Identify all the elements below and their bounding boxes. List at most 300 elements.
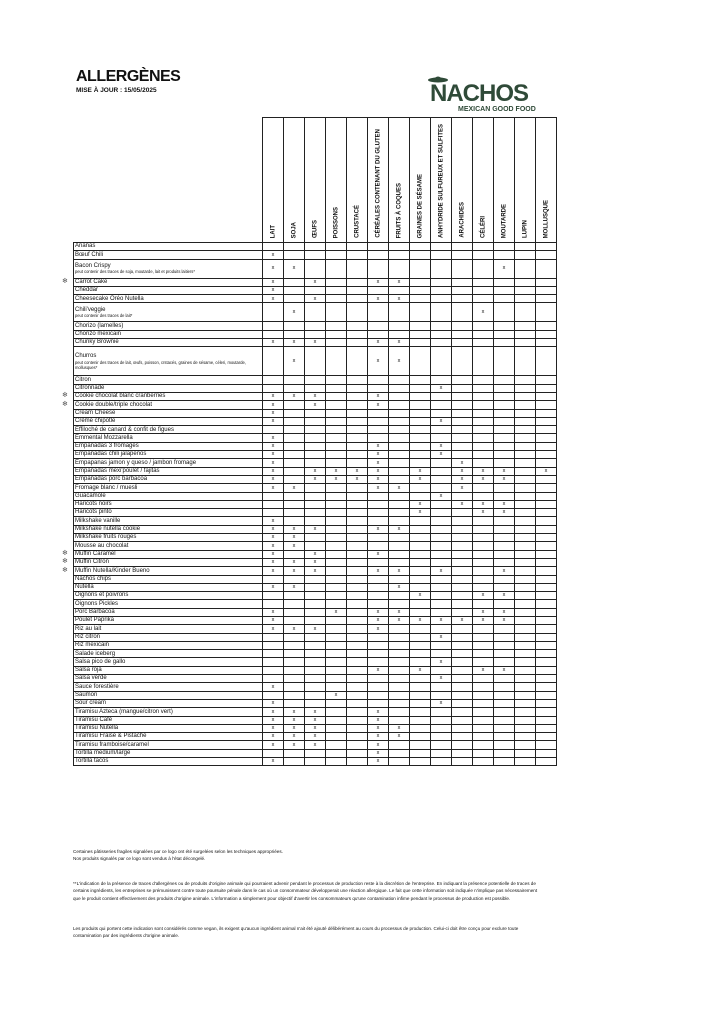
allergen-cell: [473, 625, 494, 633]
allergen-cell: [494, 708, 515, 716]
allergen-cell: [452, 567, 473, 575]
allergen-cell: [515, 417, 536, 425]
allergen-cell: x: [347, 467, 368, 475]
product-name: [74, 525, 263, 533]
allergen-cell: [389, 376, 410, 384]
product-name: [74, 749, 263, 757]
allergen-cell: [410, 600, 431, 608]
product-label: Churros: [75, 353, 97, 360]
allergen-cell: [431, 392, 452, 400]
allergen-cell: [368, 517, 389, 525]
allergen-cell: [389, 658, 410, 666]
allergen-cell: [368, 259, 389, 278]
allergen-cell: [305, 675, 326, 683]
allergen-cell: x: [473, 303, 494, 322]
allergen-cell: [347, 592, 368, 600]
product-name: [74, 583, 263, 591]
page-title: ALLERGÈNES: [76, 68, 181, 85]
allergen-cell: [536, 376, 557, 384]
product-name: [74, 699, 263, 707]
allergen-cell: x: [263, 417, 284, 425]
allergen-cell: [536, 401, 557, 409]
allergen-cell: [263, 666, 284, 674]
allergen-cell: [536, 243, 557, 251]
column-header-label: GRAINES DE SÉSAME: [417, 173, 424, 238]
table-row: [74, 347, 557, 376]
allergen-cell: [431, 509, 452, 517]
allergen-cell: [410, 339, 431, 347]
column-header: [515, 118, 536, 243]
allergen-cell: [347, 303, 368, 322]
product-name: [74, 259, 263, 278]
product-name: [74, 475, 263, 483]
allergen-cell: x: [431, 633, 452, 641]
allergen-cell: [515, 699, 536, 707]
table-row: [74, 741, 557, 749]
allergen-cell: x: [389, 278, 410, 286]
allergen-cell: [347, 558, 368, 566]
table-row: [74, 641, 557, 649]
allergen-cell: x: [410, 467, 431, 475]
allergen-cell: [410, 567, 431, 575]
allergen-cell: [515, 492, 536, 500]
allergen-cell: [452, 509, 473, 517]
allergen-cell: x: [368, 724, 389, 732]
allergen-cell: [347, 347, 368, 376]
allergen-cell: [473, 699, 494, 707]
allergen-cell: x: [368, 666, 389, 674]
allergen-cell: [326, 600, 347, 608]
allergen-cell: x: [536, 467, 557, 475]
table-row: [74, 534, 557, 542]
allergen-cell: [536, 641, 557, 649]
allergen-cell: [284, 608, 305, 616]
allergen-cell: [305, 691, 326, 699]
product-name: [74, 600, 263, 608]
product-name: [74, 741, 263, 749]
table-row: [74, 492, 557, 500]
allergen-cell: [536, 699, 557, 707]
allergen-cell: [410, 442, 431, 450]
column-header: [389, 118, 410, 243]
allergen-cell: [326, 583, 347, 591]
product-label: Empanadas chili jalapenos: [75, 451, 147, 458]
allergen-cell: [431, 330, 452, 338]
allergen-cell: [389, 251, 410, 259]
allergen-cell: [347, 392, 368, 400]
allergen-cell: [284, 426, 305, 434]
allergen-cell: x: [368, 608, 389, 616]
allergen-cell: [284, 683, 305, 691]
allergen-cell: [452, 392, 473, 400]
allergen-cell: x: [368, 451, 389, 459]
allergen-cell: [410, 384, 431, 392]
allergen-cell: [536, 434, 557, 442]
product-label: Effiloché de canard & confit de figues: [75, 426, 174, 433]
allergen-cell: [389, 699, 410, 707]
allergen-cell: [284, 641, 305, 649]
allergen-cell: [389, 259, 410, 278]
allergen-cell: [515, 286, 536, 294]
allergen-cell: [326, 500, 347, 508]
allergen-cell: [536, 683, 557, 691]
allergen-cell: [305, 749, 326, 757]
table-row: [74, 409, 557, 417]
allergen-cell: [494, 625, 515, 633]
product-label: Guacamole: [75, 492, 106, 499]
allergen-cell: [410, 330, 431, 338]
allergen-cell: [389, 758, 410, 766]
column-header-label: MOUTARDE: [501, 203, 508, 238]
allergen-cell: x: [389, 484, 410, 492]
allergen-cell: x: [263, 295, 284, 303]
product-name: [62, 558, 263, 566]
allergen-cell: [494, 384, 515, 392]
allergen-cell: [284, 251, 305, 259]
allergen-cell: [284, 295, 305, 303]
allergen-cell: [326, 330, 347, 338]
allergen-cell: [515, 243, 536, 251]
allergen-cell: x: [305, 567, 326, 575]
allergen-cell: [347, 666, 368, 674]
allergen-cell: [389, 534, 410, 542]
allergen-cell: x: [368, 616, 389, 624]
allergen-cell: [494, 641, 515, 649]
allergen-cell: [536, 322, 557, 330]
allergen-cell: [452, 442, 473, 450]
snowflake-icon: ❄: [62, 549, 68, 557]
allergen-cell: [452, 708, 473, 716]
allergen-cell: [368, 691, 389, 699]
allergen-cell: x: [263, 567, 284, 575]
allergen-cell: [326, 658, 347, 666]
allergen-cell: [326, 558, 347, 566]
product-label: Salsa roja: [75, 667, 102, 674]
allergen-cell: [263, 600, 284, 608]
allergen-cell: x: [263, 550, 284, 558]
allergen-cell: [452, 641, 473, 649]
allergen-cell: [452, 558, 473, 566]
allergen-cell: [431, 347, 452, 376]
allergen-cell: [473, 534, 494, 542]
product-label: Empanadas mexi'poulet / fajitas: [75, 467, 160, 474]
column-header: [263, 118, 284, 243]
allergen-cell: [494, 417, 515, 425]
allergen-cell: [410, 417, 431, 425]
allergen-cell: [389, 322, 410, 330]
product-name: [74, 733, 263, 741]
product-label: Nutella: [75, 584, 94, 591]
allergen-cell: [515, 575, 536, 583]
allergen-cell: x: [347, 475, 368, 483]
allergen-cell: [473, 558, 494, 566]
allergen-cell: [410, 658, 431, 666]
allergen-cell: [515, 658, 536, 666]
column-header: [305, 118, 326, 243]
column-header: [284, 118, 305, 243]
allergen-cell: [452, 666, 473, 674]
allergen-cell: [368, 243, 389, 251]
allergen-cell: x: [305, 295, 326, 303]
product-label: Oignons et poivrons: [75, 592, 129, 599]
product-note: peut contenir des traces de lait*: [75, 313, 133, 319]
allergen-cell: x: [263, 758, 284, 766]
allergen-cell: [452, 295, 473, 303]
allergen-cell: x: [284, 534, 305, 542]
allergen-cell: [515, 633, 536, 641]
allergen-cell: [347, 251, 368, 259]
table-row: [74, 658, 557, 666]
allergen-cell: [389, 467, 410, 475]
product-name: [74, 295, 263, 303]
allergen-cell: x: [305, 401, 326, 409]
allergen-cell: x: [368, 278, 389, 286]
column-header: [536, 118, 557, 243]
column-header-label: LAIT: [270, 224, 277, 238]
allergen-cell: [326, 683, 347, 691]
allergen-cell: [494, 434, 515, 442]
allergen-cell: x: [452, 484, 473, 492]
allergen-cell: x: [263, 401, 284, 409]
allergen-cell: x: [284, 259, 305, 278]
allergen-cell: [389, 243, 410, 251]
allergen-cell: [389, 633, 410, 641]
allergen-cell: [494, 442, 515, 450]
allergen-cell: [389, 749, 410, 757]
allergen-cell: x: [389, 583, 410, 591]
allergen-cell: [347, 600, 368, 608]
allergen-cell: x: [368, 567, 389, 575]
allergen-cell: [410, 401, 431, 409]
allergen-cell: x: [368, 625, 389, 633]
allergen-cell: [515, 442, 536, 450]
allergen-cell: [284, 417, 305, 425]
allergen-cell: [347, 749, 368, 757]
allergen-cell: [494, 251, 515, 259]
table-row: [74, 426, 557, 434]
table-row: [74, 434, 557, 442]
allergen-cell: [515, 509, 536, 517]
allergen-cell: [326, 550, 347, 558]
allergen-cell: [473, 749, 494, 757]
allergen-cell: [473, 641, 494, 649]
allergen-cell: [431, 724, 452, 732]
product-name: [74, 243, 263, 251]
allergen-cell: [368, 592, 389, 600]
table-row: [74, 724, 557, 732]
allergen-cell: [536, 259, 557, 278]
allergen-cell: x: [452, 459, 473, 467]
allergen-cell: [263, 347, 284, 376]
allergen-cell: [536, 550, 557, 558]
product-label: Empanadas 3 fromages: [75, 443, 139, 450]
allergen-cell: [326, 426, 347, 434]
allergen-table: [62, 117, 557, 766]
allergen-cell: x: [389, 733, 410, 741]
allergen-cell: [347, 295, 368, 303]
allergen-cell: [368, 699, 389, 707]
allergen-cell: [536, 417, 557, 425]
allergen-cell: [263, 592, 284, 600]
allergen-cell: [473, 417, 494, 425]
allergen-cell: [431, 708, 452, 716]
allergen-cell: [284, 616, 305, 624]
allergen-cell: [515, 347, 536, 376]
allergen-cell: x: [263, 339, 284, 347]
allergen-cell: [515, 500, 536, 508]
allergen-cell: [515, 525, 536, 533]
allergen-cell: [326, 384, 347, 392]
product-name: [74, 517, 263, 525]
product-label: Bœuf Chili: [75, 251, 104, 258]
table-row: [74, 384, 557, 392]
allergen-cell: [389, 592, 410, 600]
product-name: [74, 347, 263, 376]
allergen-cell: x: [431, 675, 452, 683]
allergen-cell: [326, 625, 347, 633]
product-name: [74, 509, 263, 517]
allergen-cell: [347, 459, 368, 467]
allergen-cell: [494, 691, 515, 699]
frozen-note-2: Nos produits signalés par ce logo sont vendus à l'état décongelé.: [73, 856, 206, 861]
allergen-cell: [494, 733, 515, 741]
allergen-cell: x: [305, 733, 326, 741]
allergen-cell: [389, 509, 410, 517]
product-label: Emmental Mozzarella: [75, 434, 133, 441]
allergen-cell: [389, 286, 410, 294]
allergen-cell: [431, 426, 452, 434]
allergen-cell: x: [431, 417, 452, 425]
allergen-cell: [452, 633, 473, 641]
product-label: Tiramisu Nutella: [75, 725, 119, 732]
allergen-cell: [515, 409, 536, 417]
allergen-cell: [431, 542, 452, 550]
allergen-cell: [347, 641, 368, 649]
allergen-cell: [431, 575, 452, 583]
allergen-cell: [494, 243, 515, 251]
allergen-cell: [515, 278, 536, 286]
allergen-cell: x: [389, 724, 410, 732]
allergen-cell: [326, 708, 347, 716]
allergen-cell: [473, 376, 494, 384]
product-name: [74, 616, 263, 624]
allergen-cell: [326, 434, 347, 442]
product-name: [62, 277, 263, 286]
allergen-cell: [326, 347, 347, 376]
allergen-cell: [263, 500, 284, 508]
product-label: Cheesecake Oréo Nutella: [75, 295, 144, 302]
allergen-cell: [326, 484, 347, 492]
allergen-cell: [473, 650, 494, 658]
allergen-cell: [410, 426, 431, 434]
allergen-cell: [536, 625, 557, 633]
allergen-cell: [515, 376, 536, 384]
column-header: [326, 118, 347, 243]
vegan-note-text: Les produits qui portent cette indication sont considérés comme vegan, ils exigent qu'aucun ingrédient animal n'ait été ajouté délibérément au cours du processus de production. Celui-ci doit être conçu pour exclure toute contamination par des ingrédients d'origine animale.: [73, 926, 519, 939]
allergen-cell: [431, 376, 452, 384]
allergen-cell: [431, 608, 452, 616]
product-name: [74, 417, 263, 425]
allergen-cell: [263, 426, 284, 434]
allergen-cell: x: [389, 347, 410, 376]
product-label: Chorizo mexicain: [75, 331, 122, 338]
allergen-cell: [326, 392, 347, 400]
allergen-cell: [494, 741, 515, 749]
product-label: Tortilla medium/large: [75, 750, 131, 757]
allergen-cell: [326, 542, 347, 550]
allergen-cell: [494, 459, 515, 467]
allergen-cell: [536, 708, 557, 716]
allergen-cell: [473, 517, 494, 525]
allergen-cell: [305, 484, 326, 492]
allergen-cell: [473, 347, 494, 376]
allergen-cell: [284, 322, 305, 330]
allergen-cell: [410, 542, 431, 550]
allergen-cell: x: [410, 475, 431, 483]
allergen-cell: [305, 583, 326, 591]
allergen-cell: [410, 633, 431, 641]
allergen-cell: [389, 384, 410, 392]
allergen-cell: [515, 558, 536, 566]
allergen-cell: [452, 550, 473, 558]
allergen-cell: [326, 251, 347, 259]
allergen-cell: [347, 434, 368, 442]
allergen-cell: [410, 295, 431, 303]
allergen-cell: [473, 392, 494, 400]
allergen-cell: [515, 650, 536, 658]
allergen-cell: [452, 733, 473, 741]
allergen-cell: [284, 459, 305, 467]
allergen-cell: x: [263, 724, 284, 732]
allergen-cell: [410, 650, 431, 658]
frozen-note-1: Certaines pâtisseries fragiles signalées par ce logo ont été surgelées selon les techniques appropriées.: [73, 849, 283, 854]
allergen-cell: x: [263, 542, 284, 550]
allergen-cell: x: [305, 339, 326, 347]
allergen-cell: [536, 426, 557, 434]
allergen-cell: [305, 417, 326, 425]
allergen-cell: [515, 592, 536, 600]
allergen-cell: [536, 658, 557, 666]
allergen-cell: [473, 567, 494, 575]
allergen-cell: [347, 550, 368, 558]
allergen-cell: [326, 401, 347, 409]
column-header-label: ANHYDRIDE SULFUREUX ET SULFITES: [438, 123, 445, 238]
allergen-cell: [368, 658, 389, 666]
allergen-cell: [536, 691, 557, 699]
allergen-cell: [431, 749, 452, 757]
allergen-cell: x: [473, 509, 494, 517]
product-name: [74, 675, 263, 683]
column-header-label: FRUITS À COQUES: [396, 182, 403, 238]
allergen-cell: [452, 330, 473, 338]
allergen-cell: x: [326, 608, 347, 616]
allergen-cell: x: [368, 741, 389, 749]
table-row: [74, 558, 557, 566]
allergen-cell: [326, 409, 347, 417]
allergen-cell: [473, 675, 494, 683]
allergen-cell: [389, 392, 410, 400]
allergen-cell: [305, 683, 326, 691]
allergen-cell: [473, 575, 494, 583]
allergen-cell: [431, 467, 452, 475]
allergen-cell: [536, 251, 557, 259]
allergen-cell: [536, 347, 557, 376]
allergen-cell: [473, 243, 494, 251]
allergen-cell: [431, 303, 452, 322]
allergen-cell: [410, 741, 431, 749]
allergen-cell: [452, 339, 473, 347]
table-row: [74, 401, 557, 409]
